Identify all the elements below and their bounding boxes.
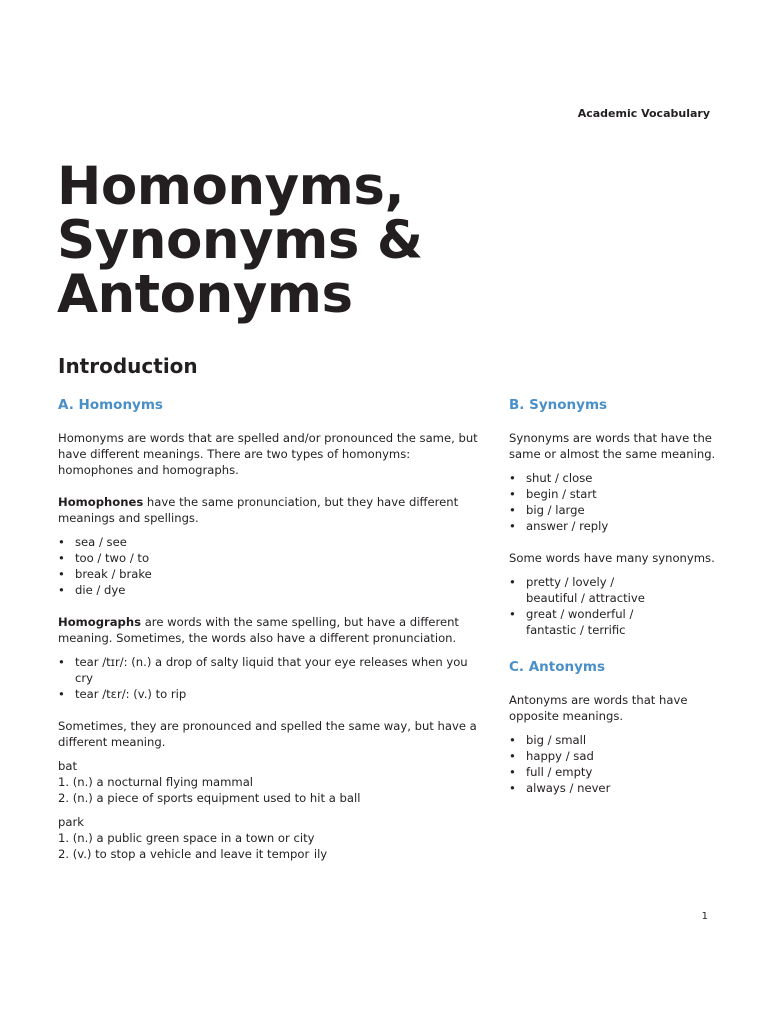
title-line-1: Homonyms, (57, 156, 405, 217)
synonyms-list (509, 470, 724, 534)
synonyms-intro: Synonyms are words that have the same or almost the same meaning. (509, 431, 716, 461)
example-park (58, 814, 488, 862)
list-item: • sea / see (58, 534, 488, 550)
list-item: • too / two / to (58, 550, 488, 566)
right-column (509, 396, 724, 812)
list-item: • full / empty (509, 764, 724, 780)
page-number: 1 (701, 911, 708, 922)
intro-heading: Introduction (58, 354, 198, 378)
header-label: Academic Vocabulary (577, 107, 710, 120)
homonyms-heading: A. Homonyms (58, 397, 163, 413)
example-word: park (58, 815, 84, 829)
list-item: • big / large (509, 502, 724, 518)
example-definition: 1. (n.) a public green space in a town or city (58, 831, 315, 845)
example-definition: 2. (n.) a piece of sports equipment used to hit a ball (58, 791, 361, 805)
list-item (509, 606, 724, 638)
antonyms-list (509, 732, 724, 796)
homophones-text: have the same pronunciation, but they have different meanings and spellings. (58, 495, 459, 525)
many-synonyms-text: Some words have many synonyms. (509, 551, 715, 565)
antonyms-heading: C. Antonyms (509, 659, 606, 675)
homographs-paragraph (58, 614, 488, 646)
list-item-line: fantastic / terrific (526, 623, 626, 637)
homophones-paragraph (58, 494, 488, 526)
list-item: • break / brake (58, 566, 488, 582)
homographs-term: Homographs (58, 615, 142, 629)
list-item: • shut / close (509, 470, 724, 486)
list-item: • big / small (509, 732, 724, 748)
many-synonyms-list (509, 574, 724, 638)
list-item-line: beautiful / attractive (526, 591, 645, 605)
example-word: bat (58, 759, 78, 773)
title-line-3: Antonyms (57, 264, 353, 325)
page-title (57, 156, 477, 325)
homographs-list (58, 654, 488, 702)
list-item: • happy / sad (509, 748, 724, 764)
list-item: • tear /tɛr/: (v.) to rip (58, 686, 488, 702)
same-way-paragraph: Sometimes, they are pronounced and spelled the same way, but have a different meaning. (58, 719, 477, 749)
left-column (58, 396, 488, 870)
antonyms-intro: Antonyms are words that have opposite meanings. (509, 693, 688, 723)
list-item: • die / dye (58, 582, 488, 598)
example-bat (58, 758, 488, 806)
list-item: • tear /tɪr/: (n.) a drop of salty liquid that your eye releases when you cry (58, 654, 488, 686)
list-item: • always / never (509, 780, 724, 796)
homophones-list (58, 534, 488, 598)
homonyms-intro: Homonyms are words that are spelled and/or pronounced the same, but have different meanings. There are two types of homonyms: homophones and homographs. (58, 431, 478, 477)
list-item: • begin / start (509, 486, 724, 502)
example-definition: 2. (v.) to stop a vehicle and leave it tempor ily (58, 847, 328, 861)
homophones-term: Homophones (58, 495, 144, 509)
example-definition: 1. (n.) a nocturnal flying mammal (58, 775, 254, 789)
list-item (509, 574, 724, 606)
list-item-line: great / wonderful / (526, 607, 634, 621)
list-item: • answer / reply (509, 518, 724, 534)
synonyms-heading: B. Synonyms (509, 397, 608, 413)
title-line-2: Synonyms & (57, 210, 423, 271)
list-item-line: pretty / lovely / (526, 575, 615, 589)
homographs-text: are words with the same spelling, but have a different meaning. Sometimes, the words also have a different pronunciation. (58, 615, 459, 645)
